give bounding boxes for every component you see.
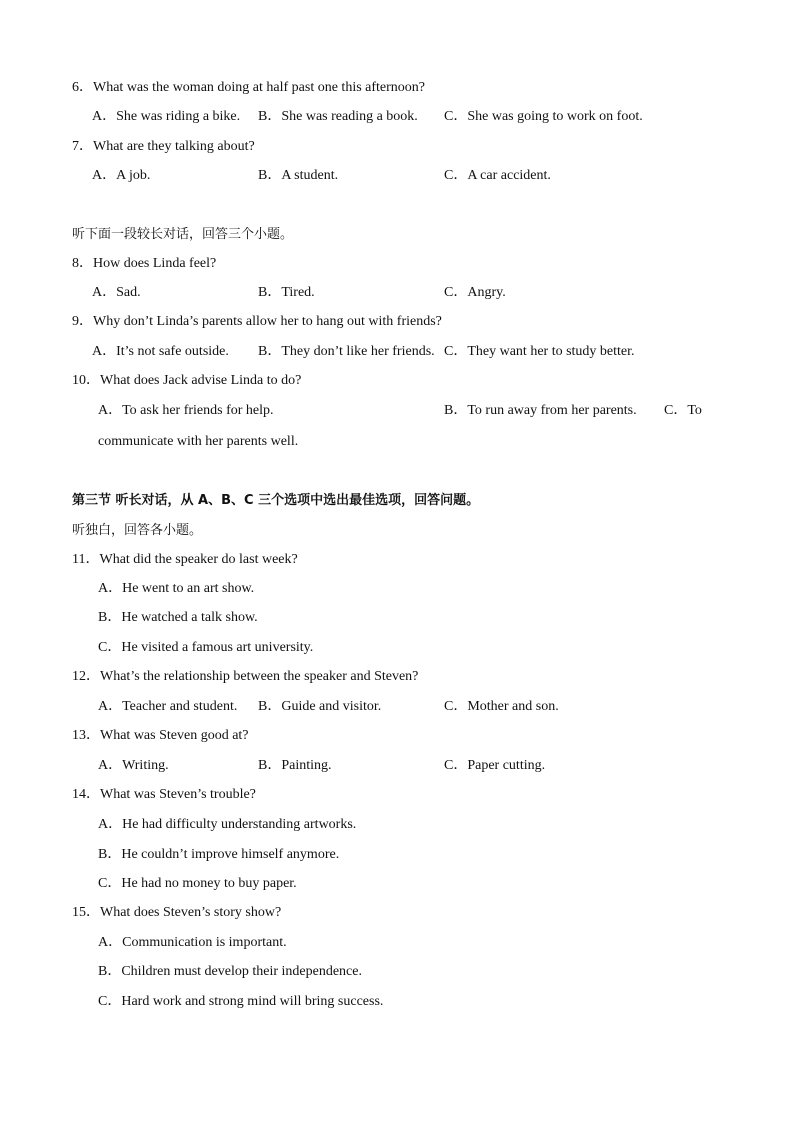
question-10-option-c: C．To: [664, 403, 702, 418]
question-15-option-b: B．Children must develop their independence.: [98, 964, 362, 979]
question-14-stem: 14．What was Steven’s trouble?: [72, 787, 256, 802]
question-8-option-b: B．Tired.: [258, 285, 315, 300]
question-8-stem: 8．How does Linda feel?: [72, 256, 217, 271]
question-15-stem: 15．What does Steven’s story show?: [72, 905, 282, 920]
question-15-option-a: A．Communication is important.: [98, 935, 287, 950]
question-10-stem: 10．What does Jack advise Linda to do?: [72, 373, 302, 388]
question-11-option-a: A．He went to an art show.: [98, 581, 255, 596]
question-9-stem: 9．Why don’t Linda’s parents allow her to hang out with friends?: [72, 314, 442, 329]
question-11-stem: 11．What did the speaker do last week?: [72, 552, 298, 567]
question-13-option-a: A．Writing.: [98, 758, 169, 773]
question-12-option-c: C．Mother and son.: [444, 699, 559, 714]
question-7-option-c: C．A car accident.: [444, 168, 551, 183]
question-12-option-b: B．Guide and visitor.: [258, 699, 382, 714]
question-9-option-c: C．They want her to study better.: [444, 344, 635, 359]
question-7-option-a: A．A job.: [92, 168, 151, 183]
question-9-option-b: B．They don’t like her friends.: [258, 344, 435, 359]
question-8-option-c: C．Angry.: [444, 285, 506, 300]
question-7-option-b: B．A student.: [258, 168, 339, 183]
question-13-option-b: B．Painting.: [258, 758, 332, 773]
question-10-option-a: A．To ask her friends for help.: [98, 403, 274, 418]
question-6-stem: 6．What was the woman doing at half past one this afternoon?: [72, 80, 426, 95]
question-11-option-c: C．He visited a famous art university.: [98, 640, 314, 655]
instruction-long-dialogue: 听下面一段较长对话，回答三个小题。: [72, 227, 294, 242]
question-6-option-a: A．She was riding a bike.: [92, 109, 241, 124]
question-11-option-b: B．He watched a talk show.: [98, 610, 258, 625]
question-14-option-b: B．He couldn’t improve himself anymore.: [98, 847, 340, 862]
question-12-stem: 12．What’s the relationship between the speaker and Steven?: [72, 669, 419, 684]
question-14-option-c: C．He had no money to buy paper.: [98, 876, 297, 891]
instruction-monologue: 听独白，回答各小题。: [72, 523, 203, 538]
question-10-option-b: B．To run away from her parents.: [444, 403, 637, 418]
question-8-option-a: A．Sad.: [92, 285, 141, 300]
question-15-option-c: C．Hard work and strong mind will bring success.: [98, 994, 384, 1009]
question-13-option-c: C．Paper cutting.: [444, 758, 546, 773]
question-13-stem: 13．What was Steven good at?: [72, 728, 249, 743]
question-12-option-a: A．Teacher and student.: [98, 699, 238, 714]
question-6-option-c: C．She was going to work on foot.: [444, 109, 643, 124]
question-14-option-a: A．He had difficulty understanding artworks.: [98, 817, 357, 832]
question-9-option-a: A．It’s not safe outside.: [92, 344, 229, 359]
question-6-option-b: B．She was reading a book.: [258, 109, 418, 124]
question-7-stem: 7．What are they talking about?: [72, 139, 255, 154]
section-3-heading: 第三节 听长对话，从 A、B、C 三个选项中选出最佳选项，回答问题。: [72, 493, 480, 508]
question-10-option-c-continued: communicate with her parents well.: [98, 434, 299, 449]
